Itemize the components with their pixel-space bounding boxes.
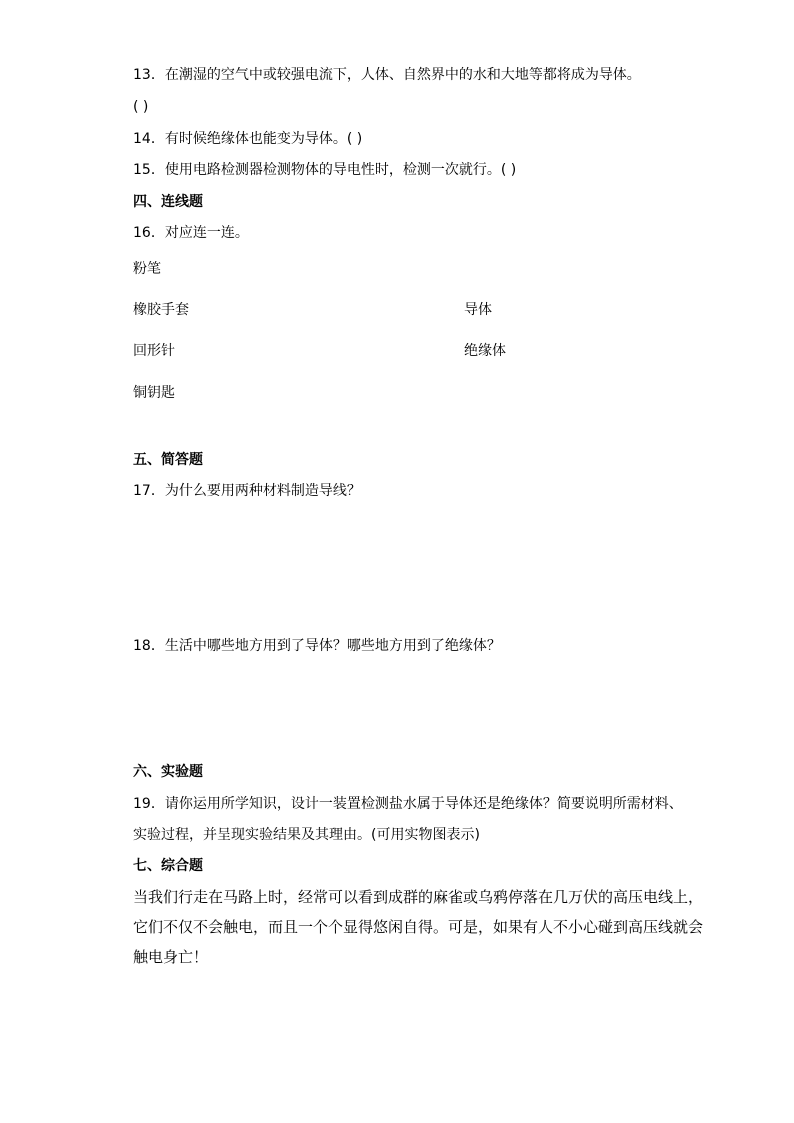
question-13-answer-blank[interactable]: ( ) (133, 99, 149, 115)
comprehensive-paragraph-line1: 当我们行走在马路上时，经常可以看到成群的麻雀或乌鸦停落在几万伏的高压电线上， (133, 888, 704, 906)
match-left-item-1[interactable]: 粉笔 (133, 261, 161, 277)
question-14: 14．有时候绝缘体也能变为导体。( ) (133, 131, 363, 147)
question-19-line2: 实验过程，并呈现实验结果及其理由。(可用实物图表示) (133, 827, 480, 843)
section-5-heading: 五、简答题 (133, 452, 203, 468)
match-left-item-4[interactable]: 铜钥匙 (133, 385, 175, 401)
question-17: 17．为什么要用两种材料制造导线？ (133, 483, 361, 499)
question-13-line1: 13．在潮湿的空气中或较强电流下，人体、自然界中的水和大地等都将成为导体。 (133, 67, 641, 83)
section-4-heading: 四、连线题 (133, 194, 203, 210)
match-left-item-3[interactable]: 回形针 (133, 343, 175, 359)
match-right-item-2[interactable]: 绝缘体 (464, 343, 506, 359)
match-right-item-1[interactable]: 导体 (464, 302, 492, 318)
question-15: 15．使用电路检测器检测物体的导电性时，检测一次就行。( ) (133, 162, 517, 178)
match-left-item-2[interactable]: 橡胶手套 (133, 302, 189, 318)
question-18: 18．生活中哪些地方用到了导体？哪些地方用到了绝缘体？ (133, 638, 501, 654)
comprehensive-paragraph-line3: 触电身亡！ (133, 948, 209, 966)
section-6-heading: 六、实验题 (133, 764, 203, 780)
question-19-line1: 19．请你运用所学知识，设计一装置检测盐水属于导体还是绝缘体？简要说明所需材料、 (133, 796, 683, 812)
question-16: 16．对应连一连。 (133, 225, 249, 241)
comprehensive-paragraph-line2: 它们不仅不会触电，而且一个个显得悠闲自得。可是，如果有人不小心碰到高压线就会 (133, 918, 704, 936)
section-7-heading: 七、综合题 (133, 858, 203, 874)
